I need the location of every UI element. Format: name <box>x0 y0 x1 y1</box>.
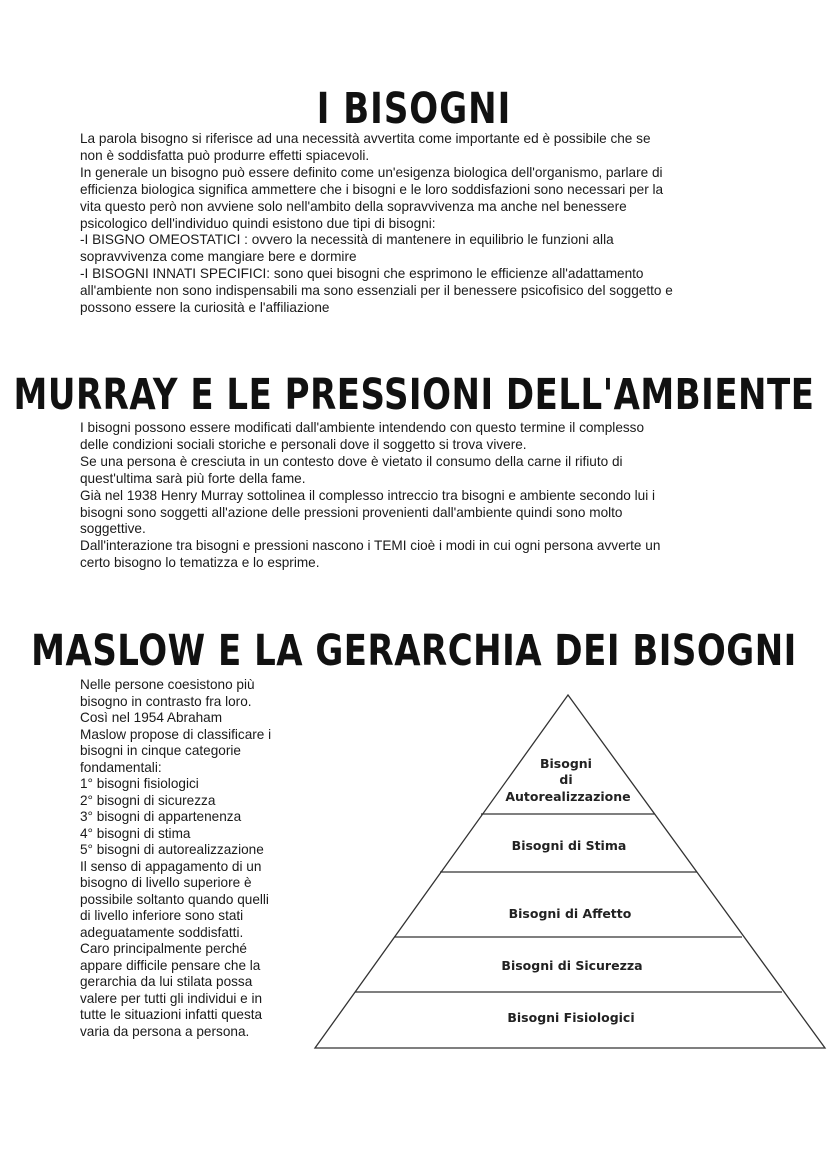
text-line: 4° bisogni di stima <box>80 825 191 841</box>
text-line: bisogni sono soggetti all'azione delle pressioni provenienti dall'ambiente quindi sono molto <box>80 504 623 520</box>
title-maslow: MASLOW E LA GERARCHIA DEI BISOGNI <box>31 626 797 676</box>
text-line: bisogni in cinque categorie <box>80 743 241 758</box>
text-line: Così nel 1954 Abraham <box>80 710 223 725</box>
text-line: sopravvivenza come mangiare bere e dormire <box>80 249 357 265</box>
text-line: appare difficile pensare che la <box>80 957 261 973</box>
text-line: -I BISGNO OMEOSTATICI : ovvero la necessità di mantenere in equilibrio le funzioni alla <box>80 232 614 248</box>
text-line: tutte le situazioni infatti questa <box>80 1007 263 1022</box>
pyramid-level-stima: Bisogni di Stima <box>511 838 627 853</box>
text-line: all'ambiente non sono indispensabili ma sono essenziali per il benessere psicofisico del soggetto e <box>80 283 673 299</box>
text-line: 3° bisogni di appartenenza <box>80 809 242 824</box>
text-line: efficienza biologica significa ammettere che i bisogni e le loro soddisfazioni sono necessari per la <box>80 181 664 197</box>
pyramid-level-autorealizzazione-line2: di <box>559 772 573 787</box>
title-bisogni: I BISOGNI <box>316 84 512 134</box>
text-line: di livello inferiore sono stati <box>80 908 244 923</box>
text-line: Nelle persone coesistono più <box>80 677 255 692</box>
section-bisogni-text <box>80 131 770 317</box>
text-line: La parola bisogno si riferisce ad una necessità avvertita come importante ed è possibile che se <box>80 131 651 146</box>
text-line: soggettive. <box>80 521 146 537</box>
pyramid-level-autorealizzazione-line1: Bisogni <box>540 756 592 771</box>
text-line: non è soddisfatta può produrre effetti spiacevoli. <box>80 147 370 163</box>
text-line: bisogno in contrasto fra loro. <box>80 693 252 709</box>
text-line: vita questo però non avviene solo nell'ambito della sopravvivenza ma anche nel benessere <box>80 198 627 214</box>
text-line: quest'ultima sarà più forte della fame. <box>80 470 306 486</box>
text-line: 5° bisogni di autorealizzazione <box>80 842 264 857</box>
text-line: 1° bisogni fisiologici <box>80 776 199 791</box>
text-line: 2° bisogni di sicurezza <box>80 792 216 808</box>
pyramid-level-sicurezza: Bisogni di Sicurezza <box>501 958 643 973</box>
text-line: Il senso di appagamento di un <box>80 858 262 874</box>
text-line: adeguatamente soddisfatti. <box>80 924 244 940</box>
text-line: I bisogni possono essere modificati dall'ambiente intendendo con questo termine il complesso <box>80 420 645 435</box>
section-maslow-text <box>80 677 300 1040</box>
maslow-pyramid <box>310 690 828 1055</box>
pyramid-level-fisiologici: Bisogni Fisiologici <box>507 1010 635 1025</box>
text-line: certo bisogno lo tematizza e lo esprime. <box>80 555 320 571</box>
pyramid-level-autorealizzazione-line3: Autorealizzazione <box>505 789 631 804</box>
text-line: psicologico dell'individuo quindi esistono due tipi di bisogni: <box>80 215 436 231</box>
title-murray: MURRAY E LE PRESSIONI DELL'AMBIENTE <box>13 370 815 420</box>
text-line: Maslow propose di classificare i <box>80 726 272 742</box>
text-line: possono essere la curiosità e l'affiliazione <box>80 300 330 316</box>
text-line: Caro principalmente perché <box>80 941 247 956</box>
text-line: In generale un bisogno può essere definito come un'esigenza biologica dell'organismo, parlare di <box>80 164 663 180</box>
text-line: Se una persona è cresciuta in un contesto dove è vietato il consumo della carne il rifiuto di <box>80 453 623 469</box>
text-line: gerarchia da lui stilata possa <box>80 974 253 989</box>
text-line: -I BISOGNI INNATI SPECIFICI: sono quei bisogni che esprimono le efficienze all'adattamento <box>80 266 644 282</box>
section-murray-text <box>80 420 770 572</box>
text-line: varia da persona a persona. <box>80 1023 250 1039</box>
text-line: Dall'interazione tra bisogni e pressioni nascono i TEMI cioè i modi in cui ogni persona avverte un <box>80 538 661 554</box>
text-line: valere per tutti gli individui e in <box>80 990 263 1006</box>
text-line: possibile soltanto quando quelli <box>80 891 269 907</box>
text-line: fondamentali: <box>80 759 162 775</box>
text-line: delle condizioni sociali storiche e personali dove il soggetto si trova vivere. <box>80 436 527 452</box>
text-line: bisogno di livello superiore è <box>80 875 252 890</box>
text-line: Già nel 1938 Henry Murray sottolinea il complesso intreccio tra bisogni e ambiente secondo lui i <box>80 487 656 503</box>
pyramid-level-affetto: Bisogni di Affetto <box>508 906 632 921</box>
